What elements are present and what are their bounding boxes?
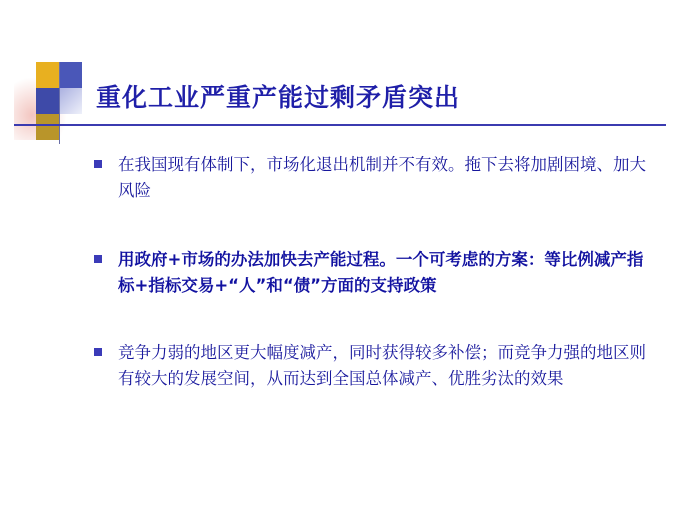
decorative-logo-block [14, 62, 98, 144]
logo-square-blue-top [59, 62, 82, 88]
bullet-marker-icon [94, 160, 102, 168]
bullet-marker-icon [94, 348, 102, 356]
logo-vertical-line [59, 62, 60, 144]
list-item-text: 用政府+市场的办法加快去产能过程。一个可考虑的方案：等比例减产指标+指标交易+“人”和“债”方面的支持政策 [118, 250, 644, 295]
list-item [90, 247, 650, 298]
logo-square-gold-top [36, 62, 59, 88]
list-item [90, 152, 650, 203]
list-item-text: 竞争力弱的地区更大幅度减产，同时获得较多补偿；而竞争力强的地区则有较大的发展空间，从而达到全国总体减产、优胜劣汰的效果 [118, 343, 646, 388]
bullet-marker-icon [94, 255, 102, 263]
list-item [90, 340, 650, 391]
bullet-list [90, 152, 650, 417]
logo-square-gradient [59, 88, 82, 114]
title-divider [14, 124, 666, 126]
logo-square-gold-bottom [36, 114, 59, 140]
logo-square-blue-mid [36, 88, 59, 114]
page-title: 重化工业严重产能过剩矛盾突出 [96, 83, 461, 112]
list-item-text: 在我国现有体制下，市场化退出机制并不有效。拖下去将加剧困境、加大风险 [118, 155, 646, 200]
